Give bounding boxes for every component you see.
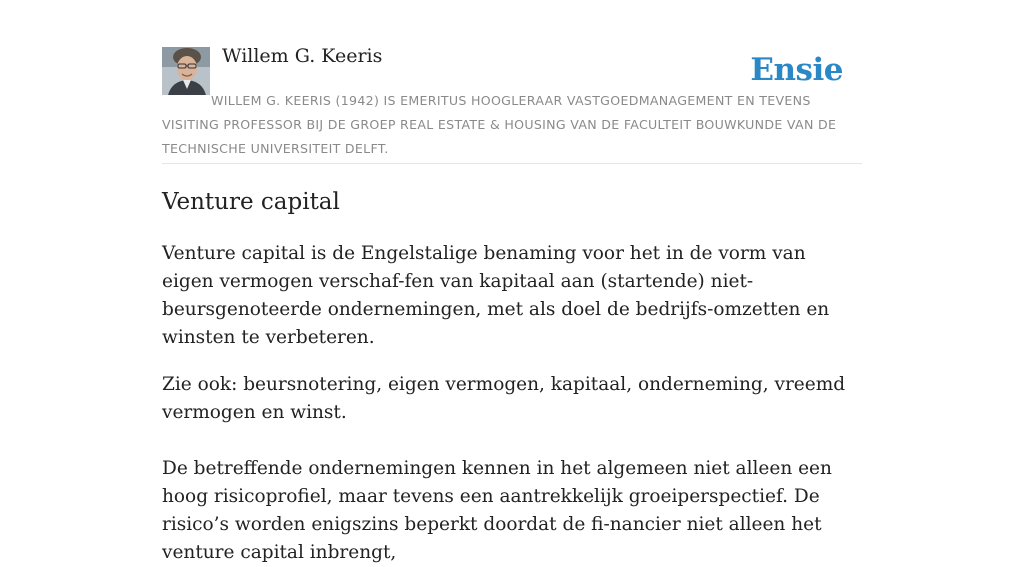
ensie-logo[interactable]: Ensie	[750, 52, 843, 88]
author-header	[162, 0, 862, 164]
author-avatar[interactable]	[162, 47, 210, 95]
article-title: Venture capital	[162, 189, 340, 215]
article-paragraph: Venture capital is de Engelstalige benaming voor het in de vorm van eigen vermogen verschaf-fen van kapitaal aan (startende) niet-beursgenoteerde ondernemingen, met als doel de bedrijfs-omzetten en winsten te verbeteren.	[162, 243, 830, 348]
author-name[interactable]: Willem G. Keeris	[222, 45, 383, 67]
content-column	[162, 0, 862, 563]
article-paragraph: De betreffende ondernemingen kennen in het algemeen niet alleen een hoog risicoprofiel, maar tevens een aantrekkelijk groeiperspectief. De risico’s worden enigszins beperkt doordat de fi-nancier niet alleen het venture capital inbrengt,	[162, 458, 832, 563]
article-paragraph: Zie ook: beursnotering, eigen vermogen, kapitaal, onderneming, vreemd vermogen en winst.	[162, 374, 846, 423]
author-photo	[162, 47, 210, 95]
article	[162, 184, 862, 567]
author-bio: WILLEM G. KEERIS (1942) IS EMERITUS HOOGLERAAR VASTGOEDMANAGEMENT EN TEVENS VISITING PROFESSOR BIJ DE GROEP REAL ESTATE & HOUSING VAN DE FACULTEIT BOUWKUNDE VAN DE TECHNISCHE UNIVERSITEIT DELFT.	[162, 93, 837, 156]
